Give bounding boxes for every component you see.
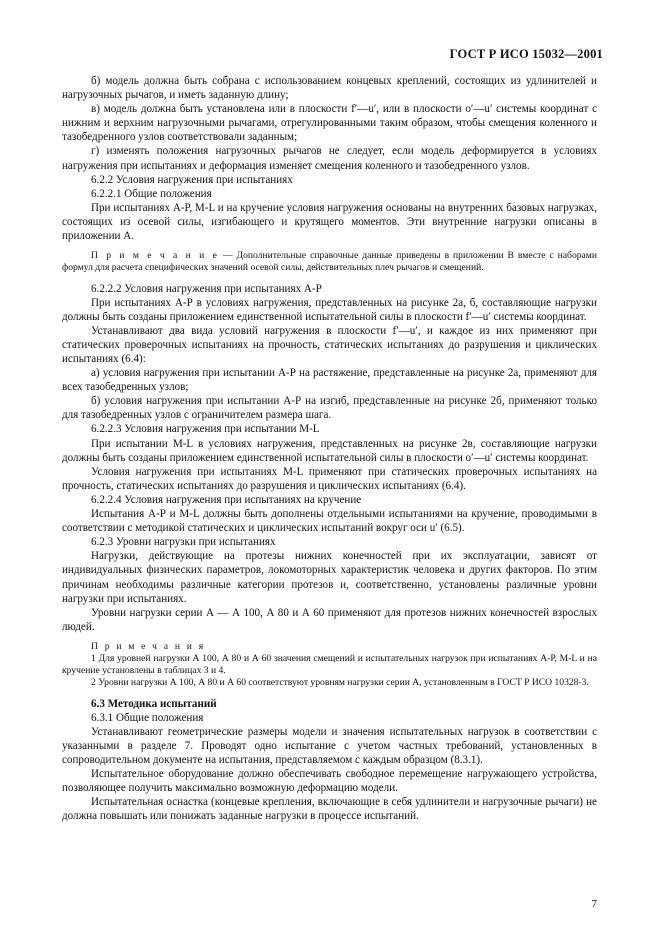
paragraph: Устанавливают два вида условий нагружения в плоскости f′—u′, и каждое из них применяют при статических проверочных испытаниях на прочность, статических испытаниях до разрушения и циклических испытаниях (6.4):: [62, 324, 597, 365]
document-header: ГОСТ Р ИСО 15032—2001: [449, 47, 603, 61]
page-body: [62, 74, 597, 824]
note-item: 2 Уровни нагрузки А 100, А 80 и А 60 соответствуют уровням нагрузки серии А, установленным в ГОСТ Р ИСО 10328-3.: [91, 677, 589, 689]
section-heading-6-2-2-1: 6.2.2.1 Общие положения: [91, 187, 212, 200]
list-item-v: в) модель должна быть установлена или в плоскости f′—u′, или в плоскости o′—u′ системы координат с нижним и верхним нагрузочными рычагами, отрегулированными таким образом, чтобы смещения коленного и тазобедренного узлов соответствовали заданным;: [62, 103, 597, 144]
paragraph: Устанавливают геометрические размеры модели и значения испытательных нагрузок в соответствии с указанными в разделе 7. Проводят одно испытание с учетом частных требований, установленных в сопроводительном документе на испытания, представляемом с каждым образцом (8.3.1).: [62, 725, 597, 767]
section-heading-6-2-2: 6.2.2 Условия нагружения при испытаниях: [91, 173, 293, 186]
paragraph: Испытательное оборудование должно обеспечивать свободное перемещение нагружающего устройства, позволяющее получить максимально возможную деформацию модели.: [62, 768, 597, 795]
paragraph: Испытания А-Р и M-L должны быть дополнены отдельными испытаниями на кручение, проводимыми в соответствии с методикой статических и циклических испытаний вокруг оси u′ (6.5).: [62, 508, 597, 535]
paragraph: При испытаниях А-Р, M-L и на кручение условия нагружения основаны на внутренних базовых нагрузках, состоящих из осевой силы, изгибающего и крутящего моментов. Эти внутренние нагрузки описаны в приложении А.: [62, 201, 597, 243]
list-item-g: г) изменять положения нагрузочных рычагов не следует, если модель деформируется в условиях нагружения при испытаниях и деформация изменяет смещения коленного и тазобедренного узлов.: [62, 145, 597, 172]
page-number: 7: [591, 898, 597, 910]
section-heading-6-2-3: 6.2.3 Уровни нагрузки при испытаниях: [91, 536, 276, 549]
paragraph: Уровни нагрузки серии А — А 100, А 80 и А 60 применяют для протезов нижних конечностей взрослых людей.: [62, 606, 597, 633]
section-heading-6-2-2-4: 6.2.2.4 Условия нагружения при испытаниях на кручение: [91, 493, 362, 506]
section-heading-6-2-2-2: 6.2.2.2 Условия нагружения при испытаниях А-Р: [91, 282, 322, 295]
list-item-b2: б) условия нагружения при испытании А-Р на изгиб, представленные на рисунке 2б, применяют только для тазобедренных узлов с ограничителем размера шага.: [62, 395, 597, 422]
notes-block: [62, 641, 597, 690]
section-heading-6-3: 6.3 Методика испытаний: [91, 697, 217, 710]
note-text: — Дополнительные справочные данные приведены в приложении В вместе с наборами формул для расчета специфических значений осевой силы, действительных плеч рычагов и смещений.: [62, 250, 597, 274]
section-heading-6-2-2-3: 6.2.2.3 Условия нагружения при испытании M-L: [91, 423, 320, 436]
paragraph: Испытательная оснастка (концевые крепления, включающие в себя удлинители и нагрузочные рычаги) не должна повышать или понижать заданные нагрузки в процессе испытаний.: [62, 796, 597, 823]
section-heading-6-3-1: 6.3.1 Общие положения: [91, 711, 204, 724]
paragraph: При испытании M-L в условиях нагружения, представленных на рисунке 2в, составляющие нагрузки должны быть созданы приложением единственной испытательной силы в плоскости o′—u′ системы координат.: [62, 437, 597, 464]
paragraph: При испытаниях А-Р в условиях нагружения, представленных на рисунке 2а, б, составляющие нагрузки должны быть созданы приложением единственной испытательной силы в плоскости f′—u′ системы координат.: [62, 296, 597, 323]
notes-label: П р и м е ч а н и я: [91, 640, 206, 652]
list-item-b: б) модель должна быть собрана с использованием концевых креплений, состоящих из удлинителей и нагрузочных рычагов, и иметь заданную длину;: [62, 75, 597, 102]
note-label: П р и м е ч а н и е: [91, 250, 220, 262]
paragraph: Нагрузки, действующие на протезы нижних конечностей при их эксплуатации, зависят от индивидуальных физических параметров, локомоторных характеристик человека и других факторов. По этим причинам необходимы различные категории протезов и, соответственно, установлены различные уровни нагрузки при испытаниях.: [62, 550, 597, 605]
note-item: 1 Для уровней нагрузки А 100, А 80 и А 60 значения смещений и испытательных нагрузок при испытаниях А-Р, M-L и на кручение установлены в таблицах 3 и 4.: [62, 653, 597, 677]
paragraph: Условия нагружения при испытаниях M-L применяют при статических проверочных испытаниях на прочность, статических испытаниях до разрушения и циклических испытаниях (6.4).: [62, 465, 597, 492]
note-block: [62, 250, 597, 274]
list-item-a: а) условия нагружения при испытании А-Р на растяжение, представленные на рисунке 2а, применяют для всех тазобедренных узлов;: [62, 367, 597, 394]
